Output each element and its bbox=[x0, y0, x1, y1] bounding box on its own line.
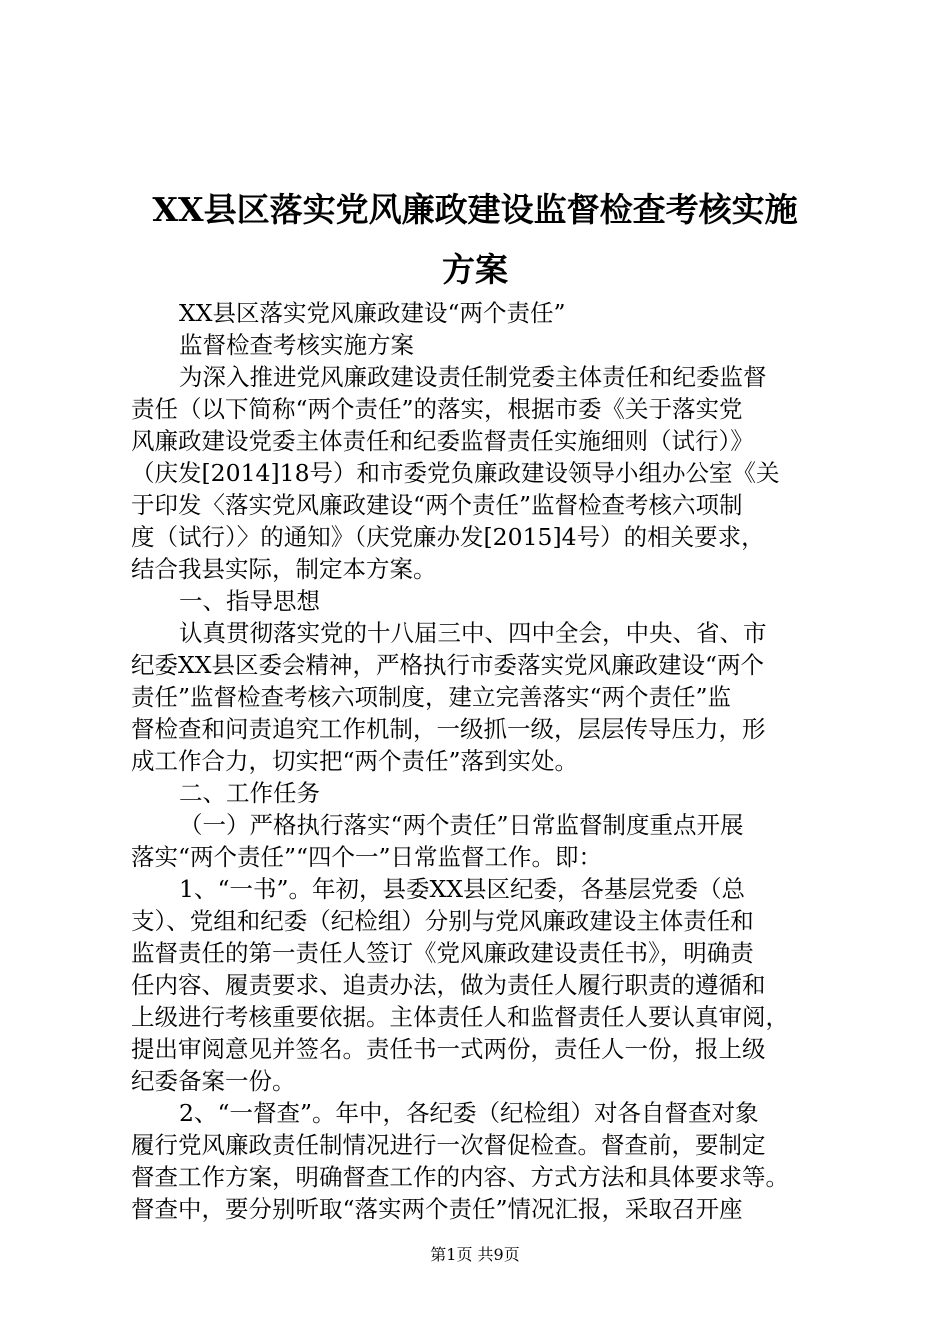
item-one-book-line: 纪委备案一份。 bbox=[131, 1067, 296, 1095]
page-number-footer: 第1页 共9页 bbox=[430, 1245, 520, 1264]
item-one-book-line: 支）、党组和纪委（纪检组）分别与党风廉政建设主体责任和 bbox=[131, 907, 754, 935]
document-title-line-2: 方案 bbox=[442, 250, 508, 289]
item-one-book-paragraph bbox=[131, 873, 831, 1097]
work-task-subsection-line: 落实“两个责任”“四个一”日常监督工作。即： bbox=[131, 843, 603, 871]
item-one-book-line: 提出审阅意见并签名。责任书一式两份，责任人一份，报上级 bbox=[131, 1035, 766, 1063]
item-one-inspection-line: 督查中，要分别听取“落实两个责任”情况汇报，采取召开座 bbox=[131, 1195, 743, 1223]
intro-line: 为深入推进党风廉政建设责任制党委主体责任和纪委监督 bbox=[179, 363, 767, 391]
intro-line: （庆发[2014]18号）和市委党负廉政建设领导小组办公室《关 bbox=[131, 459, 780, 487]
work-task-subsection-line: （一）严格执行落实“两个责任”日常监督制度重点开展 bbox=[179, 811, 744, 839]
document-body bbox=[131, 297, 831, 1225]
subtitle-line-2: 监督检查考核实施方案 bbox=[179, 331, 414, 359]
guiding-thought-line: 纪委XX县区委会精神，严格执行市委落实党风廉政建设“两个 bbox=[131, 651, 764, 679]
intro-line: 责任（以下简称“两个责任”的落实，根据市委《关于落实党 bbox=[131, 395, 743, 423]
section-heading-work-tasks: 二、工作任务 bbox=[179, 779, 320, 807]
intro-line: 风廉政建设党委主体责任和纪委监督责任实施细则（试行）》 bbox=[131, 427, 754, 455]
intro-line: 于印发〈落实党风廉政建设“两个责任”监督检查考核六项制 bbox=[131, 491, 743, 519]
item-one-inspection-paragraph bbox=[131, 1097, 831, 1225]
subtitle-line-1: XX县区落实党风廉政建设“两个责任” bbox=[179, 299, 566, 327]
intro-line: 结合我县实际，制定本方案。 bbox=[131, 555, 437, 583]
guiding-thought-line: 督检查和问责追究工作机制，一级抓一级，层层传导压力，形 bbox=[131, 715, 766, 743]
item-one-book-line: 任内容、履责要求、追责办法，做为责任人履行职责的遵循和 bbox=[131, 971, 766, 999]
guiding-thought-line: 成工作合力，切实把“两个责任”落到实处。 bbox=[131, 747, 579, 775]
work-task-subsection-paragraph bbox=[131, 809, 831, 873]
item-one-inspection-line: 履行党风廉政责任制情况进行一次督促检查。督查前，要制定 bbox=[131, 1131, 766, 1159]
document-title-line-1: XX县区落实党风廉政建设监督检查考核实施 bbox=[152, 190, 798, 229]
section-heading-guiding-thought: 一、指导思想 bbox=[179, 587, 320, 615]
intro-paragraph bbox=[131, 361, 831, 585]
item-one-inspection-line: 2、“一督查”。年中，各纪委（纪检组）对各自督查对象 bbox=[179, 1099, 759, 1127]
guiding-thought-paragraph bbox=[131, 617, 831, 777]
item-one-book-line: 上级进行考核重要依据。主体责任人和监督责任人要认真审阅， bbox=[131, 1003, 789, 1031]
guiding-thought-line: 认真贯彻落实党的十八届三中、四中全会，中央、省、市 bbox=[179, 619, 767, 647]
item-one-book-line: 1、“一书”。年初，县委XX县区纪委，各基层党委（总 bbox=[179, 875, 745, 903]
intro-line: 度（试行）〉的通知》（庆党廉办发[2015]4号）的相关要求， bbox=[131, 523, 765, 551]
item-one-book-line: 监督责任的第一责任人签订《党风廉政建设责任书》，明确责 bbox=[131, 939, 754, 967]
item-one-inspection-line: 督查工作方案，明确督查工作的内容、方式方法和具体要求等。 bbox=[131, 1163, 789, 1191]
guiding-thought-line: 责任”监督检查考核六项制度，建立完善落实“两个责任”监 bbox=[131, 683, 732, 711]
